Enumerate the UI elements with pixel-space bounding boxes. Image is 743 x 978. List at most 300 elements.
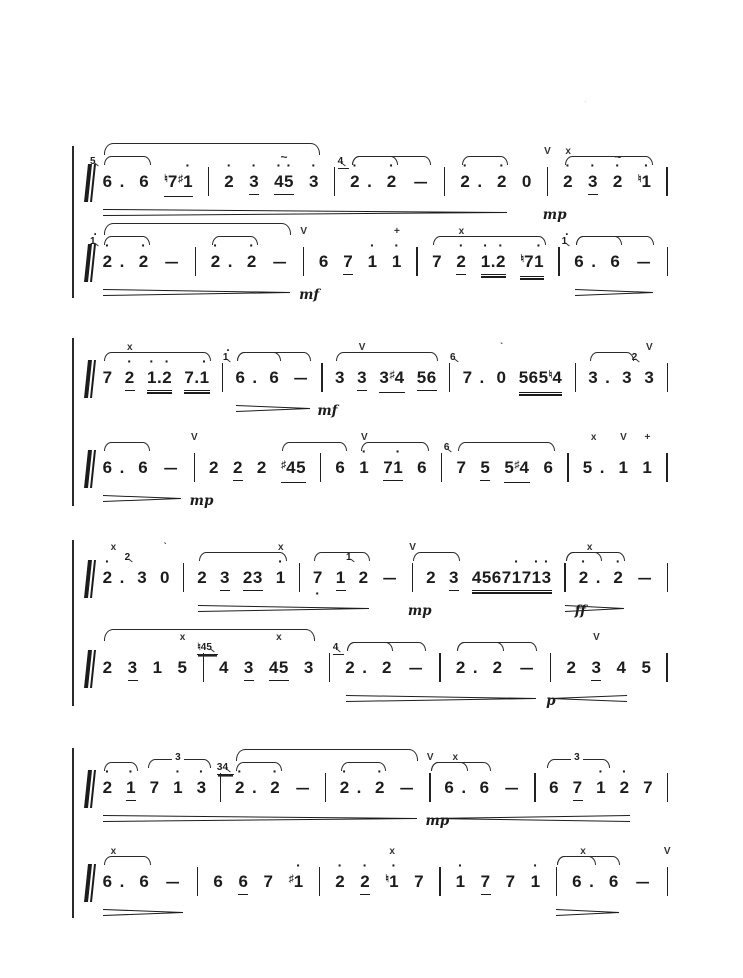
- note-number: [444, 778, 454, 798]
- note-body: [269, 658, 289, 681]
- note-char: 2: [612, 172, 623, 191]
- note: [213, 872, 223, 892]
- note-char: 6: [139, 172, 150, 191]
- note-stack: [493, 658, 503, 678]
- note-number: [335, 368, 345, 388]
- note: [147, 368, 172, 394]
- note-body: [164, 872, 182, 892]
- note: [337, 156, 372, 192]
- note-body: [618, 458, 628, 478]
- note-char: 7: [184, 368, 195, 387]
- note-char: 3: [588, 368, 599, 387]
- note-char: ♯: [288, 873, 294, 885]
- barline-cell: [320, 458, 321, 482]
- note-body: [463, 368, 485, 388]
- note-stack: [137, 568, 147, 588]
- note: [456, 872, 466, 892]
- note-stack: [289, 872, 304, 894]
- slur: [199, 552, 287, 561]
- note-char: —: [519, 658, 533, 677]
- note: [582, 432, 605, 478]
- beam-line: [519, 394, 563, 395]
- note: [153, 658, 163, 678]
- note: [233, 458, 243, 481]
- beam-line: [249, 194, 259, 195]
- barline-cell: [299, 568, 300, 592]
- barline-cell: [441, 458, 442, 482]
- barline: [439, 867, 440, 896]
- note: [417, 368, 437, 391]
- beam-group: [379, 392, 404, 393]
- note-body: [249, 172, 259, 195]
- note-number: [238, 872, 248, 892]
- beam-line: [125, 390, 135, 391]
- slur: [336, 352, 438, 361]
- breath-mark: V: [645, 342, 653, 353]
- note-char: · 1: [481, 252, 491, 272]
- note-number: [276, 568, 286, 588]
- note-body: [456, 658, 478, 678]
- note: [588, 368, 610, 388]
- note: [481, 252, 506, 278]
- note-number: [163, 252, 181, 272]
- note-body: [379, 368, 404, 393]
- note-body: [219, 658, 229, 678]
- note-char: —: [295, 778, 310, 797]
- note: [197, 642, 229, 678]
- barline-cell: [667, 368, 668, 392]
- beam-group: [244, 680, 254, 681]
- breath-mark: V: [663, 846, 671, 857]
- note-number: [359, 568, 369, 588]
- note-number: [274, 172, 294, 192]
- note: [381, 568, 399, 588]
- note-char: 2: [124, 368, 135, 387]
- barline-cell: [542, 146, 567, 223]
- tie-mark: ~: [280, 150, 288, 164]
- note-stack: [247, 252, 257, 272]
- note-char: 7: [383, 458, 394, 477]
- note-stack: [350, 172, 360, 192]
- augmentation-dot: .: [367, 172, 372, 191]
- note: [391, 226, 402, 272]
- note-number: [588, 368, 598, 388]
- note-char: 6: [102, 458, 113, 477]
- tremolo-mark: x: [110, 846, 117, 857]
- note-body: [610, 252, 620, 272]
- note-char: 7: [462, 368, 473, 387]
- note-body: [460, 172, 482, 192]
- hairpin-decrescendo: [198, 605, 369, 612]
- note-number: [184, 368, 209, 388]
- slur: [104, 442, 150, 451]
- barline: [667, 563, 668, 592]
- note-number: [269, 658, 289, 678]
- note-char: · 1: [512, 568, 522, 588]
- barline: [547, 167, 548, 196]
- note-number: [591, 658, 601, 678]
- note-stack: [103, 172, 113, 192]
- note-char: 6: [574, 252, 585, 271]
- note-number: [292, 368, 310, 388]
- note-char: —: [636, 872, 650, 891]
- note-stack: [381, 568, 399, 588]
- note-number: [456, 458, 466, 478]
- note-number: [456, 872, 466, 892]
- dynamic-marking: mf: [299, 287, 320, 303]
- beam-group: [164, 196, 193, 197]
- note-char: ♮: [637, 173, 642, 185]
- note-number: [336, 568, 346, 588]
- note-body: [103, 568, 125, 588]
- note-number: [309, 172, 319, 192]
- note-char: 2: [455, 658, 466, 677]
- note-number: [392, 252, 402, 272]
- note-char: 7: [167, 172, 178, 191]
- beam-group: [249, 194, 259, 195]
- note-stack: [153, 658, 163, 678]
- note-body: [387, 172, 397, 192]
- note-char: 2: [374, 778, 385, 797]
- note: [249, 172, 259, 195]
- note-stack: [103, 658, 113, 678]
- note-char: 0: [160, 568, 171, 587]
- note-number: [263, 872, 273, 892]
- hairpin-decrescendo: [346, 695, 536, 702]
- note-number: [381, 568, 399, 588]
- note-stack: [139, 252, 149, 272]
- note-number: [609, 872, 619, 892]
- note-body: [197, 568, 207, 588]
- barline-cell: [197, 872, 198, 896]
- note-number: [472, 568, 552, 588]
- hairpin-decrescendo: [565, 605, 624, 612]
- note-char: 2: [426, 568, 437, 587]
- note-number: [359, 458, 369, 478]
- note: [588, 172, 598, 195]
- beam-group: [128, 680, 138, 681]
- note-stack: [480, 778, 490, 798]
- note-number: [138, 458, 148, 478]
- beam-group: [519, 392, 563, 396]
- note: [346, 552, 369, 588]
- note-body: [336, 568, 346, 591]
- note-char: —: [165, 252, 179, 271]
- beam-line: [147, 390, 172, 391]
- barline-cell: [556, 872, 557, 896]
- note-char: 3: [243, 658, 254, 677]
- note: [387, 172, 397, 192]
- note-body: [343, 252, 353, 275]
- tremolo-mark: x: [110, 542, 117, 553]
- note-stack: [638, 172, 652, 194]
- note: [368, 252, 378, 272]
- note-body: [103, 252, 125, 272]
- note-stack: [531, 872, 541, 892]
- note-stack: [270, 778, 280, 798]
- note-body: [563, 172, 573, 192]
- note-stack: [249, 172, 259, 195]
- note-char: 6: [102, 172, 113, 191]
- note-stack: [382, 658, 392, 678]
- note-char: 7: [505, 872, 516, 891]
- augmentation-dot: .: [251, 778, 257, 797]
- note-body: [103, 368, 113, 388]
- note-stack: [588, 368, 598, 388]
- beam-group: [184, 390, 209, 394]
- note-number: [480, 778, 490, 798]
- note-body: [613, 172, 623, 192]
- note-stack: [392, 252, 402, 272]
- slur: [104, 856, 151, 865]
- note-body: [153, 658, 163, 678]
- note: [275, 542, 286, 588]
- note-number: [281, 458, 306, 480]
- note-stack: [139, 872, 149, 892]
- system-row: [86, 542, 668, 619]
- note-body: [220, 568, 230, 591]
- note: [281, 458, 306, 483]
- note: [506, 872, 516, 892]
- note: [618, 432, 629, 478]
- note-stack: [173, 778, 183, 798]
- note: [620, 778, 630, 798]
- note-char: · 1: [389, 872, 399, 892]
- slur: [576, 236, 654, 245]
- note-number: [103, 252, 113, 272]
- augmentation-dot: .: [591, 252, 596, 271]
- note-stack: [178, 658, 188, 678]
- note-char: · 1: [294, 872, 304, 892]
- note-stack: [335, 872, 345, 892]
- slur: [237, 352, 311, 361]
- note-char: 3: [591, 658, 602, 677]
- note: [503, 778, 521, 798]
- note-stack: [304, 658, 314, 678]
- note-number: [398, 778, 416, 798]
- note-number: [178, 658, 188, 678]
- beam-line: [456, 274, 466, 275]
- beam-line: [126, 800, 136, 801]
- note-stack: [519, 368, 563, 396]
- note-number: [620, 778, 630, 798]
- note-body: [456, 252, 466, 275]
- note: [309, 172, 319, 192]
- note-number: [644, 368, 654, 388]
- note: [271, 252, 289, 272]
- note-number: [103, 778, 113, 798]
- note-body: [622, 368, 632, 388]
- note-stack: [609, 872, 619, 892]
- slur: [457, 642, 537, 651]
- note: [164, 872, 182, 892]
- note-stack: [522, 172, 532, 192]
- beam-group: [449, 590, 459, 591]
- breath-mark: V: [544, 146, 551, 157]
- breath-mark: V: [358, 342, 366, 353]
- augmentation-dot: .: [589, 872, 594, 891]
- slur: [236, 749, 418, 761]
- note-char: ♮: [385, 873, 390, 885]
- note: [591, 632, 602, 681]
- note-char: 5: [582, 458, 593, 477]
- note-char: 2: [232, 458, 243, 477]
- note-char: 6: [139, 872, 150, 891]
- note-number: [638, 172, 652, 194]
- note: [450, 352, 485, 388]
- note-number: [289, 872, 304, 894]
- note-body: [178, 658, 188, 678]
- barline: [429, 773, 430, 802]
- augmentation-dot: .: [119, 458, 125, 477]
- note-stack: [211, 252, 221, 272]
- barline-cell: [220, 778, 221, 802]
- tremolo-mark: x: [179, 632, 186, 643]
- note-char: 2: [138, 252, 149, 271]
- note-char: 7: [456, 458, 467, 477]
- note-body: [414, 872, 424, 892]
- note-char: 4: [616, 658, 627, 677]
- note-char: 3: [127, 658, 138, 677]
- note-number: [387, 172, 397, 192]
- note-char: 2: [613, 568, 624, 587]
- grace-note: 2: [125, 553, 137, 564]
- note-stack: [398, 778, 416, 798]
- note: [247, 252, 257, 272]
- note: [150, 778, 160, 798]
- note-stack: [274, 172, 294, 195]
- beam-line: [504, 482, 529, 483]
- note: [643, 778, 653, 798]
- note-char: 2: [456, 252, 467, 271]
- note-body: [596, 778, 606, 798]
- note-number: [613, 568, 623, 588]
- note-stack: [591, 658, 601, 681]
- note-body: [504, 458, 529, 483]
- note-stack: [368, 252, 378, 272]
- beam-group: [220, 590, 230, 591]
- barline-cell: [208, 172, 209, 196]
- note: [375, 778, 385, 798]
- note-char: 6: [235, 368, 246, 387]
- note: [596, 778, 606, 798]
- note-stack: [574, 252, 584, 272]
- note: [340, 778, 362, 798]
- note-body: [520, 252, 544, 280]
- note-body: [368, 252, 378, 272]
- note: [124, 342, 135, 391]
- dynamic-marking: p: [546, 693, 556, 709]
- beam-group: [360, 894, 370, 895]
- note-stack: [197, 568, 207, 588]
- note-stack: [128, 658, 138, 681]
- note-number: [417, 368, 437, 388]
- augmentation-dot: .: [119, 568, 125, 587]
- note: [642, 432, 653, 478]
- note-number: [463, 368, 473, 388]
- note-char: 4: [552, 368, 563, 387]
- note-char: 3: [379, 368, 390, 387]
- note-char: 3: [622, 368, 633, 387]
- note-char: · 5: [284, 172, 294, 192]
- note: [561, 236, 596, 272]
- note-stack: [463, 368, 473, 388]
- note-number: [456, 658, 466, 678]
- system-bracket: [72, 748, 74, 918]
- note: [382, 658, 392, 678]
- hairpin-decrescendo: [556, 909, 619, 916]
- note: [128, 658, 138, 681]
- system-start-barline: [84, 864, 96, 902]
- grace-note: 34: [217, 763, 234, 775]
- note-body: [472, 568, 552, 594]
- barline-cell: [666, 658, 667, 682]
- note-number: [574, 252, 584, 272]
- note-body: [238, 872, 248, 895]
- beam-group: [238, 894, 248, 895]
- note: [164, 172, 193, 197]
- note-body: [139, 252, 149, 272]
- note: [102, 846, 125, 892]
- note-stack: [335, 368, 345, 388]
- breath-mark: V: [300, 226, 308, 237]
- note-char: ♯: [389, 369, 395, 381]
- note-body: [139, 872, 149, 892]
- note-stack: [456, 458, 466, 478]
- note-body: [497, 368, 507, 388]
- note-stack: [567, 658, 577, 678]
- note-char: —: [273, 252, 287, 271]
- beam-line: [128, 680, 138, 681]
- system-bracket: [72, 146, 74, 298]
- note: [610, 252, 620, 272]
- note-stack: [345, 658, 355, 678]
- note-number: [103, 458, 113, 478]
- note: [636, 568, 654, 588]
- note-stack: [164, 872, 182, 892]
- note-body: [549, 778, 559, 798]
- note-body: [357, 368, 367, 391]
- note-stack: [184, 368, 209, 394]
- note: [184, 368, 209, 394]
- note-stack: [579, 568, 589, 588]
- beam-line: [233, 480, 243, 481]
- note-stack: [294, 778, 312, 798]
- note-char: 6: [138, 458, 149, 477]
- note: [268, 632, 289, 681]
- note: [398, 778, 416, 798]
- note-stack: [635, 252, 653, 272]
- note: [289, 872, 304, 894]
- beam-group: [269, 680, 289, 681]
- note: [244, 658, 254, 681]
- note-body: [481, 872, 491, 895]
- note-stack: [103, 568, 113, 588]
- note-body: [398, 778, 416, 798]
- note: [222, 352, 258, 388]
- barline: [564, 563, 565, 592]
- note-stack: [613, 568, 623, 588]
- note: [460, 172, 482, 192]
- slur: [212, 236, 258, 245]
- barline-cell: [425, 752, 450, 829]
- barline-cell: [666, 458, 667, 482]
- beam-line: [379, 392, 404, 393]
- note-stack: [235, 368, 245, 388]
- note-number: [269, 368, 279, 388]
- grace-note: 1: [346, 553, 358, 564]
- note-char: —: [409, 658, 423, 677]
